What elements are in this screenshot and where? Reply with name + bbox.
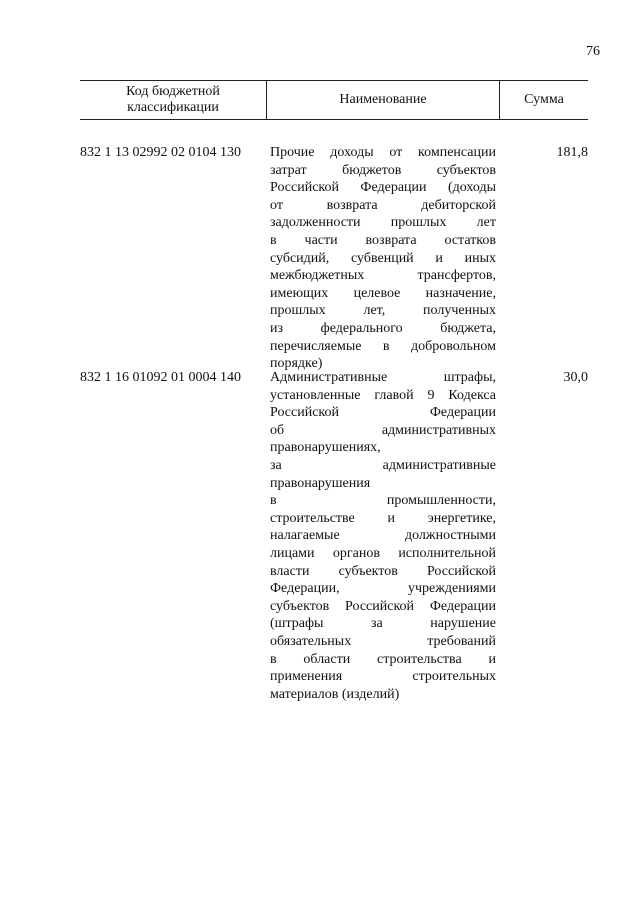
row-name-line: строительстве и энергетике,	[270, 510, 496, 526]
page-number: 76	[586, 44, 600, 59]
row-name-line: субъектов Российской Федерации	[270, 598, 496, 614]
row-name-line: налагаемые должностными	[270, 528, 496, 544]
row-name-line: в части возврата остатков	[270, 232, 496, 248]
row-name-line: затрат бюджетов субъектов	[270, 162, 496, 178]
row-name-line: Административные штрафы,	[270, 370, 496, 385]
row-code: 832 1 16 01092 01 0004 140	[80, 370, 241, 385]
row-name-line: прошлых лет, полученных	[270, 303, 496, 319]
row-name-line: установленные главой 9 Кодекса	[270, 387, 496, 403]
row-name-line: обязательных требований	[270, 633, 496, 649]
row-name-line: Российской Федерации (доходы	[270, 180, 496, 196]
row-name-line: применения строительных	[270, 669, 496, 685]
row-name-line: Российской Федерации	[270, 405, 496, 421]
row-name-line: правонарушениях,	[270, 440, 381, 456]
row-name-line: за административные	[270, 457, 496, 473]
row-name-line: из федерального бюджета,	[270, 320, 496, 336]
column-header-name: Наименование	[267, 81, 500, 119]
row-name-line: правонарушения	[270, 475, 371, 491]
row-code: 832 1 13 02992 02 0104 130	[80, 145, 241, 160]
row-name-line: межбюджетных трансфертов,	[270, 268, 496, 284]
row-name-line: в области строительства и	[270, 651, 496, 667]
row-sum: 181,8	[556, 145, 588, 160]
row-name	[270, 369, 496, 703]
row-name-line: имеющих целевое назначение,	[270, 285, 496, 301]
row-name-line: материалов (изделий)	[270, 686, 400, 702]
row-name-line: перечисляемые в добровольном	[270, 338, 496, 354]
row-name-line: в промышленности,	[270, 493, 496, 509]
row-name-line: лицами органов исполнительной	[270, 545, 496, 561]
row-name-line: Федерации, учреждениями	[270, 581, 496, 597]
row-name-line: власти субъектов Российской	[270, 563, 496, 579]
row-name-line: задолженности прошлых лет	[270, 215, 496, 231]
column-header-code: Код бюджетной классификации	[80, 81, 267, 119]
row-name-line: (штрафы за нарушение	[270, 616, 496, 632]
row-name	[270, 144, 496, 373]
row-name-line: субсидий, субвенций и иных	[270, 250, 496, 266]
row-name-line: Прочие доходы от компенсации	[270, 145, 496, 160]
row-name-line: порядке)	[270, 356, 323, 372]
column-header-sum: Сумма	[524, 92, 564, 107]
table-header	[80, 80, 588, 120]
row-sum: 30,0	[563, 370, 588, 385]
row-name-line: от возврата дебиторской	[270, 197, 496, 213]
row-name-line: об административных	[270, 422, 496, 438]
